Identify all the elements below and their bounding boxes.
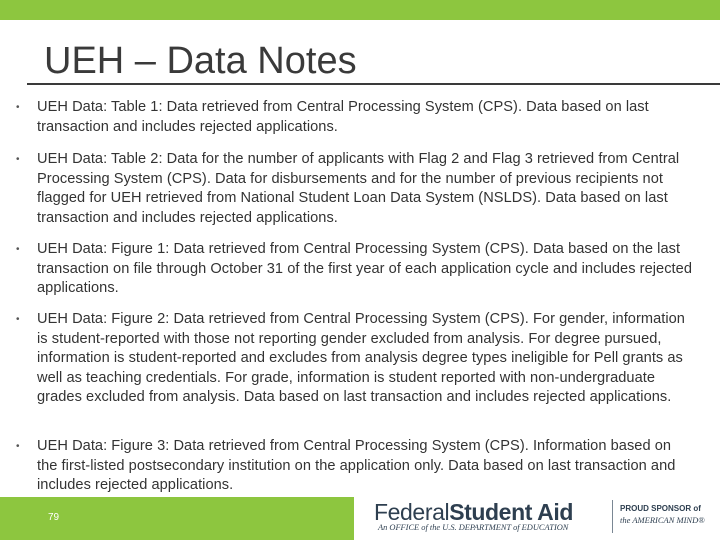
logo-word-federal: Federal: [374, 499, 450, 525]
note-text: [37, 150, 693, 228]
logo-tagline: An OFFICE of the U.S. DEPARTMENT of EDUCATION: [378, 523, 569, 532]
note-body: Data retrieved from Central Processing System (CPS). Data based on the last transaction on file through October 31 of the first year of each application cycle and includes rejected applications.: [37, 241, 692, 296]
note-text: [37, 240, 693, 299]
note-label: UEH Data: Figure 3:: [37, 438, 170, 454]
note-body: Data for the number of applicants with Flag 2 and Flag 3 retrieved from Central Processing System (CPS). Data for disbursements and for the number of previous recipients not flagged for UEH retrieved from National Student Loan Data System (NSLDS). Data based on last transaction and includes rejected applications.: [37, 151, 680, 226]
bullet-icon: •: [16, 154, 20, 165]
note-body: Data retrieved from Central Processing System (CPS). Information based on the first-listed postsecondary institution on the application only. Data based on last transaction and includes rejected applications.: [37, 438, 676, 493]
note-label: UEH Data: Figure 2:: [37, 311, 170, 327]
note-text: [37, 98, 693, 137]
logo-wordmark: [374, 499, 573, 525]
note-label: UEH Data: Table 2:: [37, 151, 163, 167]
bullet-icon: •: [16, 102, 20, 113]
note-body: Data retrieved from Central Processing System (CPS). Data based on last transaction and includes rejected applications.: [37, 99, 649, 135]
logo-divider: [612, 500, 613, 533]
top-accent-bar: [0, 0, 720, 20]
note-body: Data retrieved from Central Processing System (CPS). For gender, information is student-reported with those not reporting gender excluded from analysis. For degree pursued, information is student-reported and excludes from analysis degree types ineligible for Pell grants as well as teaching credentials. For grade, information is student reported with non-undergraduate grades excluded from analysis. Data based on last transaction and includes rejected applications.: [37, 311, 685, 405]
note-text: [37, 310, 693, 408]
federal-student-aid-logo: [374, 499, 604, 535]
bullet-icon: •: [16, 441, 20, 452]
sponsor-line-2: the AMERICAN MIND®: [620, 515, 705, 525]
title-underline: [27, 83, 720, 85]
bullet-icon: •: [16, 314, 20, 325]
logo-word-student-aid: Student Aid: [449, 499, 573, 525]
note-label: UEH Data: Table 1:: [37, 99, 163, 115]
page-title: UEH – Data Notes: [44, 40, 357, 82]
bullet-icon: •: [16, 244, 20, 255]
sponsor-line-1: PROUD SPONSOR of: [620, 504, 701, 513]
note-text: [37, 437, 693, 496]
page-number: 79: [48, 512, 60, 523]
note-label: UEH Data: Figure 1:: [37, 241, 170, 257]
